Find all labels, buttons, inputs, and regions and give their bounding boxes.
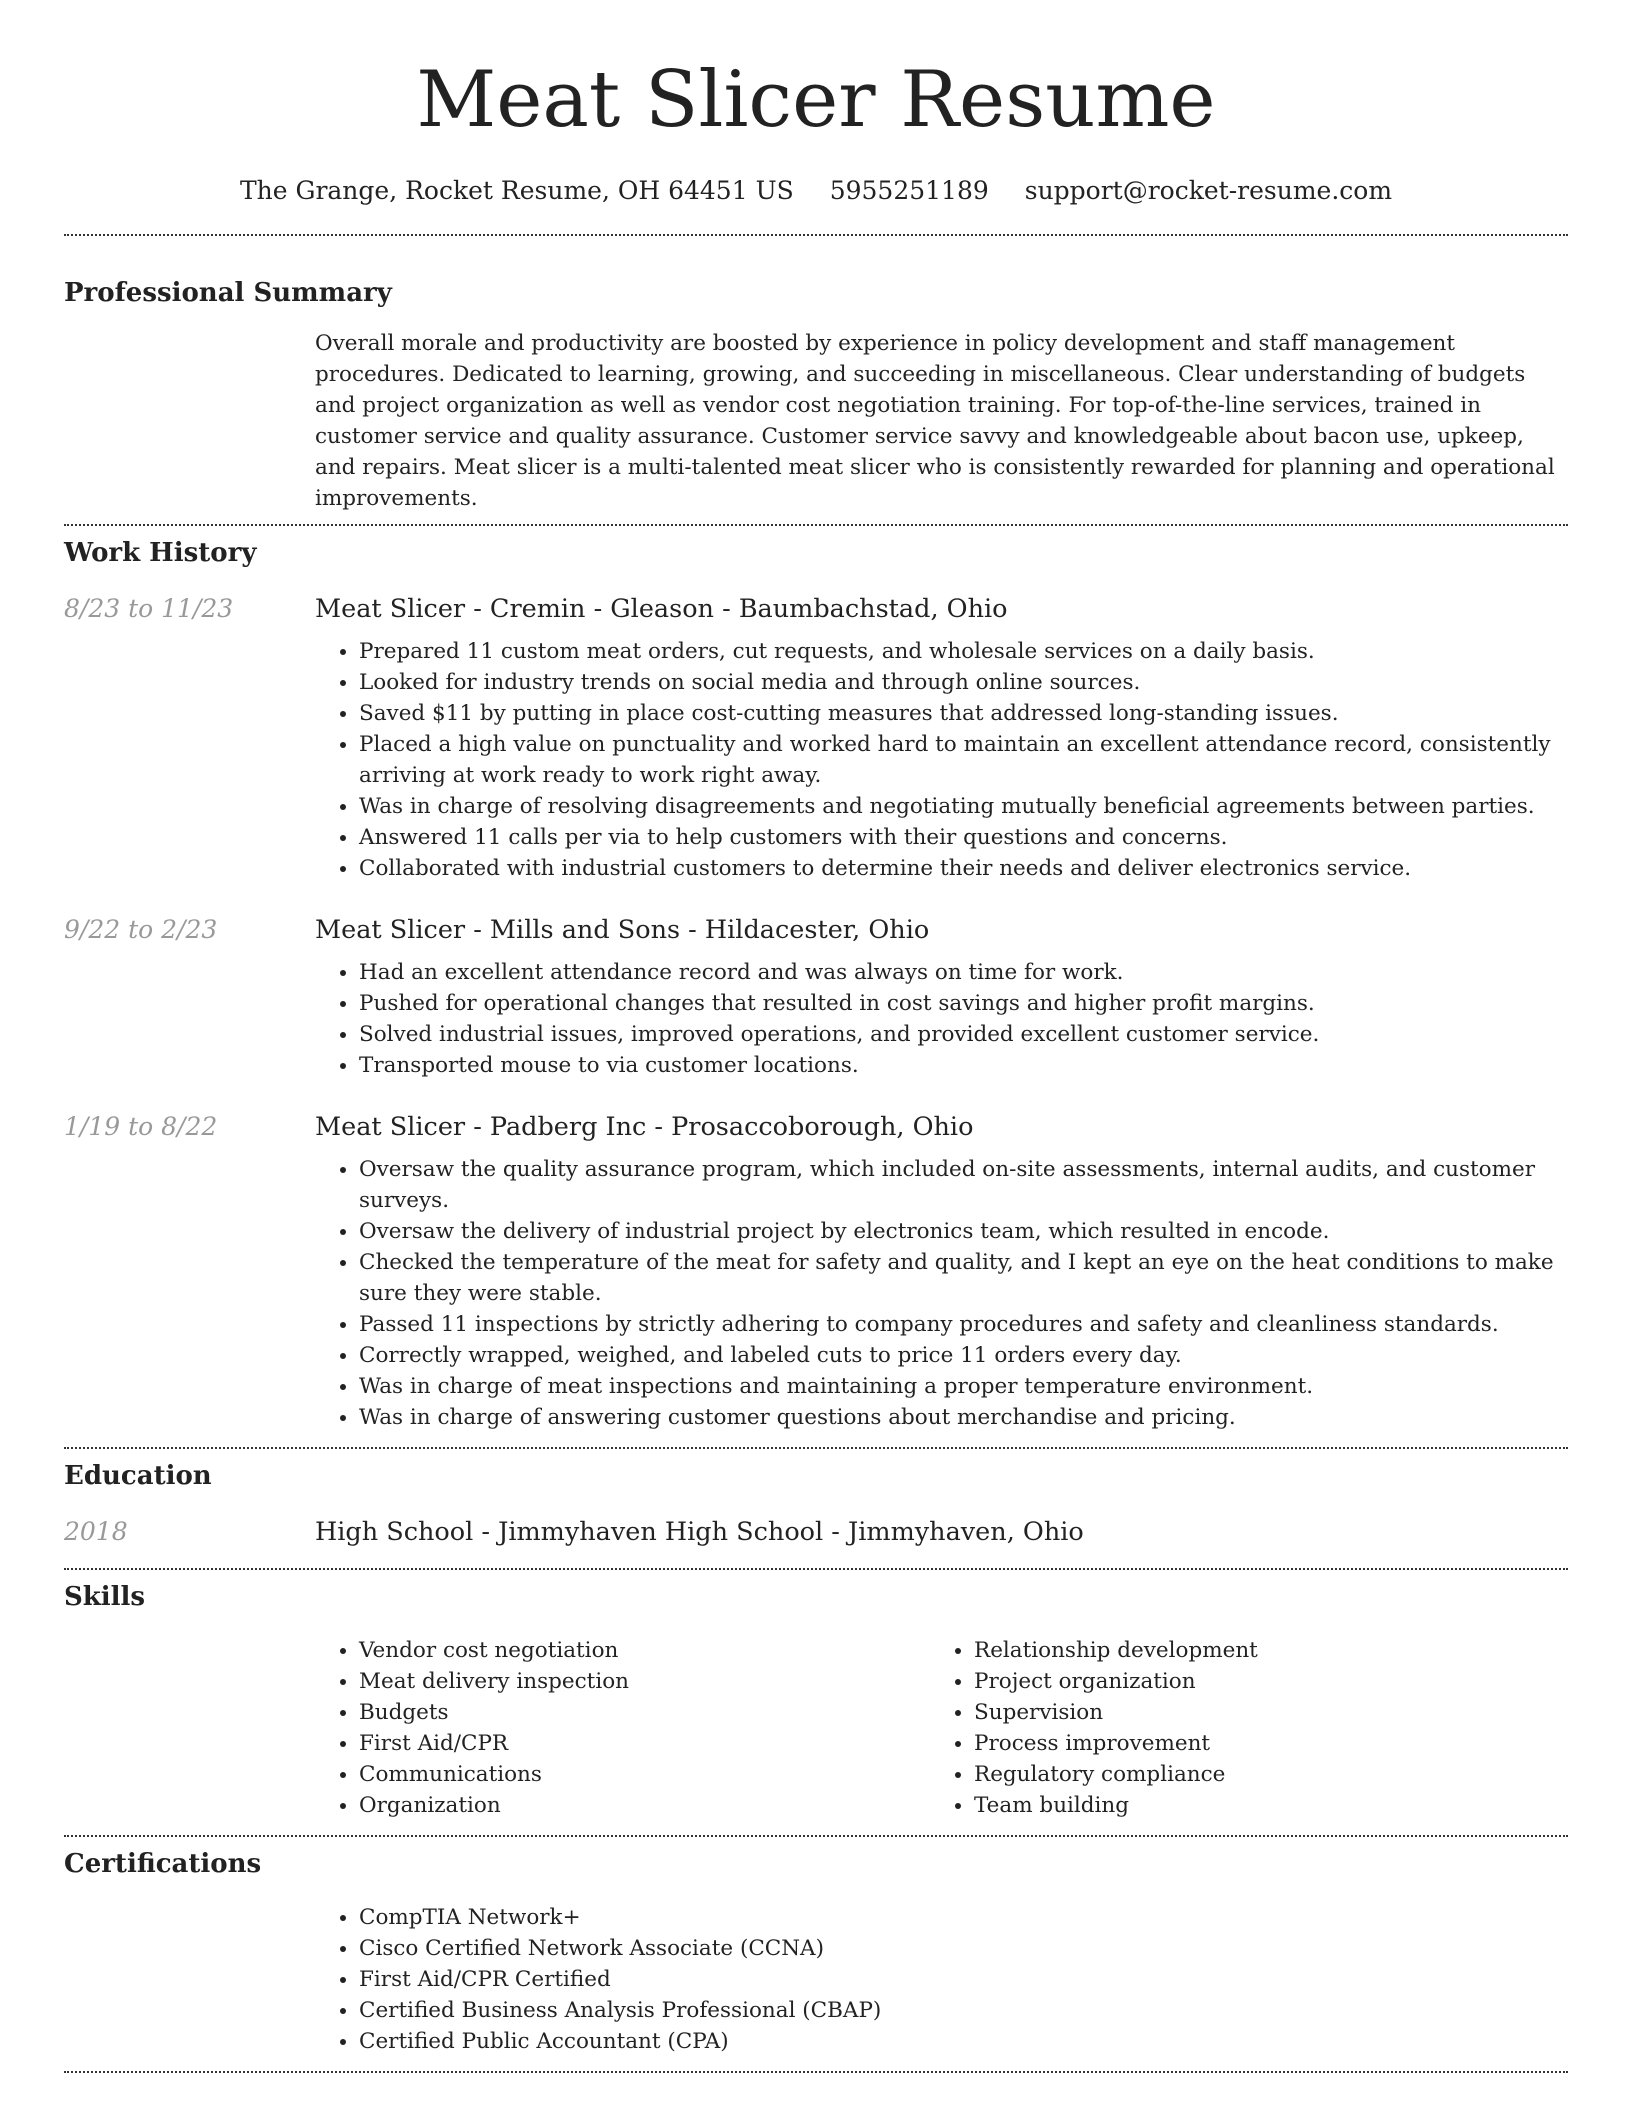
education-title: High School - Jimmyhaven High School - Jimmyhaven, Ohio bbox=[315, 1517, 1084, 1547]
job-bullets bbox=[315, 957, 1568, 1081]
list-item: • Pushed for operational changes that resulted in cost savings and higher profit margins. bbox=[359, 988, 1568, 1019]
list-item: • Passed 11 inspections by strictly adhering to company procedures and safety and cleanliness standards. bbox=[359, 1309, 1568, 1340]
skills-section bbox=[64, 1570, 1568, 1821]
list-item: • Correctly wrapped, weighed, and labeled cuts to price 11 orders every day. bbox=[359, 1340, 1568, 1371]
skills-list-right bbox=[930, 1635, 1545, 1821]
education-year: 2018 bbox=[64, 1517, 128, 1546]
list-item: • Solved industrial issues, improved operations, and provided excellent customer service. bbox=[359, 1019, 1568, 1050]
list-item: • Cisco Certified Network Associate (CCNA) bbox=[359, 1933, 1568, 1964]
list-item: • Supervision bbox=[974, 1697, 1545, 1728]
job-dates: 1/19 to 8/22 bbox=[64, 1112, 218, 1141]
list-item: • Answered 11 calls per via to help customers with their questions and concerns. bbox=[359, 822, 1568, 853]
list-item: • Was in charge of resolving disagreements and negotiating mutually beneficial agreements between parties. bbox=[359, 791, 1568, 822]
list-item: • Vendor cost negotiation bbox=[359, 1635, 930, 1666]
summary-section bbox=[64, 236, 1568, 514]
job-bullets bbox=[315, 636, 1568, 884]
divider bbox=[64, 2071, 1568, 2073]
list-item: • Project organization bbox=[974, 1666, 1545, 1697]
list-item: • Checked the temperature of the meat for safety and quality, and I kept an eye on the heat conditions to make sure they were stable. bbox=[359, 1247, 1568, 1309]
education-entry bbox=[64, 1515, 1568, 1549]
job-dates: 9/22 to 2/23 bbox=[64, 915, 218, 944]
job-title: Meat Slicer - Padberg Inc - Prosaccoborough, Ohio bbox=[315, 1112, 974, 1142]
work-history-heading: Work History bbox=[64, 538, 257, 568]
skills-list-left bbox=[315, 1635, 930, 1821]
summary-heading: Professional Summary bbox=[64, 278, 392, 308]
summary-text: Overall morale and productivity are boosted by experience in policy development and staff management procedures. Dedicated to learning, growing, and succeeding in miscellaneous. Clear understanding of budgets and project organization as well as vendor cost negotiation training. For top-of-the-line services, trained in customer service and quality assurance. Customer service savvy and knowledgeable about bacon use, upkeep, and repairs. Meat slicer is a multi-talented meat slicer who is consistently rewarded for planning and operational improvements. bbox=[315, 331, 1555, 511]
certifications-list bbox=[315, 1902, 1568, 2057]
list-item: • First Aid/CPR bbox=[359, 1728, 930, 1759]
list-item: • Was in charge of meat inspections and maintaining a proper temperature environment. bbox=[359, 1371, 1568, 1402]
job-title: Meat Slicer - Cremin - Gleason - Baumbachstad, Ohio bbox=[315, 594, 1008, 624]
job-entry bbox=[64, 1110, 1568, 1433]
list-item: • Regulatory compliance bbox=[974, 1759, 1545, 1790]
list-item: • Transported mouse to via customer locations. bbox=[359, 1050, 1568, 1081]
contact-address: The Grange, Rocket Resume, OH 64451 US bbox=[239, 176, 794, 205]
list-item: • Looked for industry trends on social media and through online sources. bbox=[359, 667, 1568, 698]
list-item: • Prepared 11 custom meat orders, cut requests, and wholesale services on a daily basis. bbox=[359, 636, 1568, 667]
job-bullets bbox=[315, 1154, 1568, 1433]
list-item: • Organization bbox=[359, 1790, 930, 1821]
list-item: • Was in charge of answering customer questions about merchandise and pricing. bbox=[359, 1402, 1568, 1433]
list-item: • Collaborated with industrial customers to determine their needs and deliver electronics service. bbox=[359, 853, 1568, 884]
list-item: • Certified Public Accountant (CPA) bbox=[359, 2026, 1568, 2057]
job-title: Meat Slicer - Mills and Sons - Hildacester, Ohio bbox=[315, 915, 930, 945]
list-item: • Oversaw the delivery of industrial project by electronics team, which resulted in encode. bbox=[359, 1216, 1568, 1247]
skills-columns bbox=[315, 1635, 1545, 1821]
certifications-section bbox=[64, 1837, 1568, 2057]
certifications-heading: Certifications bbox=[64, 1849, 262, 1879]
contact-phone: 5955251189 bbox=[829, 176, 989, 205]
list-item: • Had an excellent attendance record and was always on time for work. bbox=[359, 957, 1568, 988]
list-item: • Team building bbox=[974, 1790, 1545, 1821]
list-item: • Budgets bbox=[359, 1697, 930, 1728]
job-entry bbox=[64, 913, 1568, 1081]
list-item: • Relationship development bbox=[974, 1635, 1545, 1666]
resume-title: Meat Slicer Resume bbox=[416, 55, 1216, 145]
contact-line bbox=[64, 174, 1568, 208]
job-entry bbox=[64, 592, 1568, 884]
list-item: • Oversaw the quality assurance program, which included on-site assessments, internal audits, and customer surveys. bbox=[359, 1154, 1568, 1216]
list-item: • CompTIA Network+ bbox=[359, 1902, 1568, 1933]
skills-heading: Skills bbox=[64, 1582, 146, 1612]
contact-email: support@rocket-resume.com bbox=[1024, 176, 1393, 205]
list-item: • Placed a high value on punctuality and worked hard to maintain an excellent attendance record, consistently arriving at work ready to work right away. bbox=[359, 729, 1568, 791]
education-section bbox=[64, 1449, 1568, 1549]
list-item: • Meat delivery inspection bbox=[359, 1666, 930, 1697]
list-item: • Process improvement bbox=[974, 1728, 1545, 1759]
education-heading: Education bbox=[64, 1461, 212, 1491]
list-item: • Certified Business Analysis Professional (CBAP) bbox=[359, 1995, 1568, 2026]
list-item: • First Aid/CPR Certified bbox=[359, 1964, 1568, 1995]
list-item: • Communications bbox=[359, 1759, 930, 1790]
list-item: • Saved $11 by putting in place cost-cutting measures that addressed long-standing issues. bbox=[359, 698, 1568, 729]
work-history-section bbox=[64, 526, 1568, 1433]
job-dates: 8/23 to 11/23 bbox=[64, 594, 234, 623]
